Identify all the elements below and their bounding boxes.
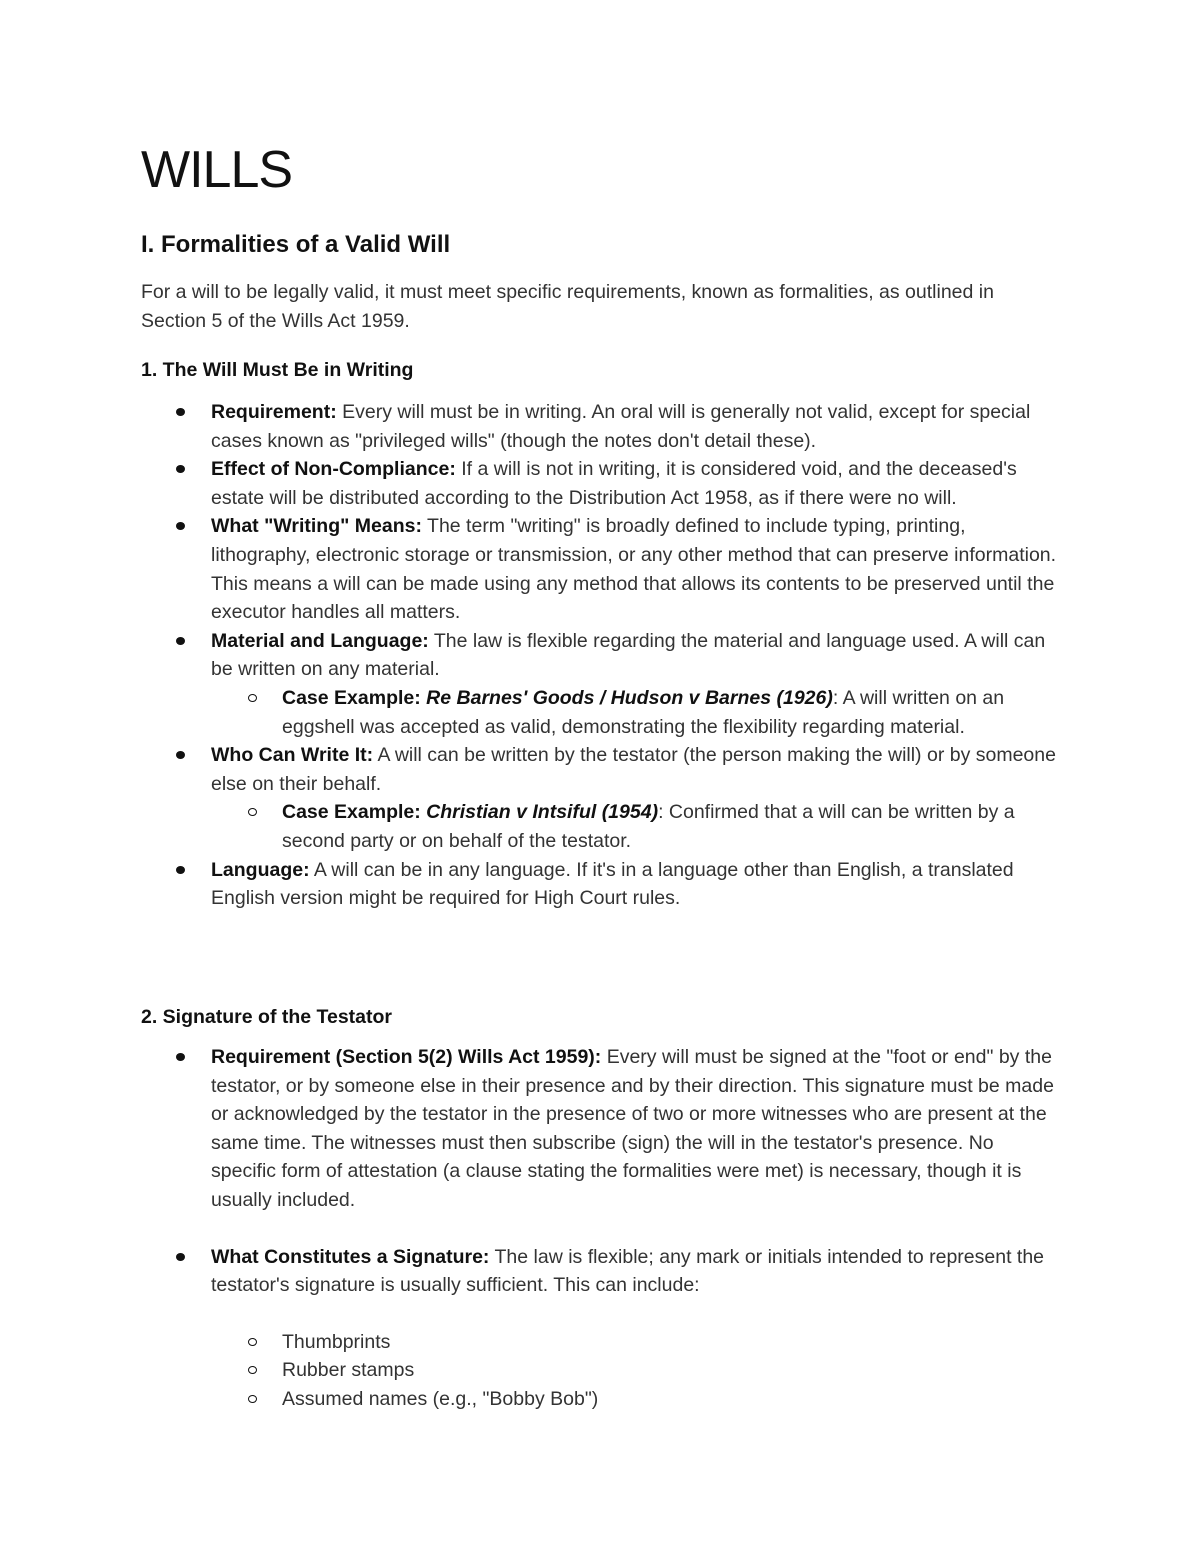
item-text: If a will is not in writing, it is considered void, and the deceased's estate will be distributed according to the Distribution Act 1958, as if there were no will. [211,458,1017,509]
item-text: A will can be written by the testator (the person making the will) or by someone else on their behalf. [211,744,1056,795]
list-item [211,627,1061,684]
list-item [211,512,1061,626]
case-name: Christian v Intsiful (1954) [426,801,659,824]
item-text: The term "writing" is broadly defined to include typing, printing, lithography, electronic storage or transmission, or any other method that can preserve information. This means a will can be made using any method that allows its contents to be preserved until the executor handles all matters. [211,515,1057,624]
hollow-bullet-icon [248,1366,257,1374]
section-heading: I. Formalities of a Valid Will [141,231,451,258]
item-label: Material and Language: [211,629,429,652]
sub-list-item [282,684,1062,741]
item-label: Who Can Write It: [211,744,374,767]
item-text: Every will must be in writing. An oral will is generally not valid, except for special cases known as "privileged wills" (though the notes don't detail these). [211,401,1031,452]
item-label: Requirement: [211,401,337,423]
hollow-bullet-icon [248,694,257,702]
page-title: WILLS [141,141,293,199]
case-label: Case Example: [282,801,421,824]
case-name: Re Barnes' Goods / Hudson v Barnes (1926) [426,686,833,709]
list-item [211,398,1061,455]
item-label: Effect of Non-Compliance: [211,458,456,481]
part2-heading: 2. Signature of the Testator [141,1006,393,1028]
section-intro: For a will to be legally valid, it must meet specific requirements, known as formalities, as outlined in Section 5 of the Wills Act 1959. [141,281,994,332]
sub-list-item [282,1385,1062,1414]
bullet-icon [176,1053,185,1061]
bullet-icon [176,637,185,645]
sub-list-item [282,798,1062,855]
part1-list [0,398,1200,913]
bullet-icon [176,408,185,416]
sub-item-text: Assumed names (e.g., "Bobby Bob") [282,1387,599,1410]
sub-list-item [282,1328,1062,1357]
list-item [211,1243,1061,1300]
list-item [211,1043,1061,1215]
list-item [211,455,1061,512]
item-label: What Constitutes a Signature: [211,1245,490,1268]
item-label: What "Writing" Means: [211,515,422,538]
case-text: : Confirmed that a will can be written by a second party or on behalf of the testator. [282,801,1015,852]
case-label: Case Example: [282,686,421,709]
hollow-bullet-icon [248,1338,257,1346]
sub-item-text: Thumbprints [282,1330,391,1353]
hollow-bullet-icon [248,1395,257,1403]
item-text: A will can be in any language. If it's in a language other than English, a translated English version might be required for High Court rules. [211,858,1014,910]
item-label: Language: [211,858,310,881]
bullet-icon [176,522,185,530]
case-text: : A will written on an eggshell was accepted as valid, demonstrating the flexibility regarding material. [282,686,1005,738]
bullet-icon [176,1253,185,1261]
item-text: Every will must be signed at the "foot or end" by the testator, or by someone else in their presence and by their direction. This signature must be made or acknowledged by the testator in the presence of two or more witnesses who are present at the same time. The witnesses must then subscribe (sign) the will in the testator's presence. No specific form of attestation (a clause stating the formalities were met) is necessary, though it is usually included. [211,1046,1054,1211]
bullet-icon [176,751,185,759]
item-text: The law is flexible; any mark or initials intended to represent the testator's signature is usually sufficient. This can include: [211,1245,1045,1297]
bullet-icon [176,866,185,874]
part2-list [0,1043,1200,1414]
bullet-icon [176,465,185,473]
list-item [211,856,1061,913]
sub-list-item [282,1356,1062,1385]
hollow-bullet-icon [248,808,257,816]
part1-heading: 1. The Will Must Be in Writing [141,359,414,381]
spacer [0,1300,1200,1328]
spacer [0,1215,1200,1243]
list-item [211,741,1061,798]
sub-item-text: Rubber stamps [282,1359,415,1382]
item-label: Requirement (Section 5(2) Wills Act 1959): [211,1046,602,1068]
item-text: The law is flexible regarding the material and language used. A will can be written on any material. [211,629,1046,681]
